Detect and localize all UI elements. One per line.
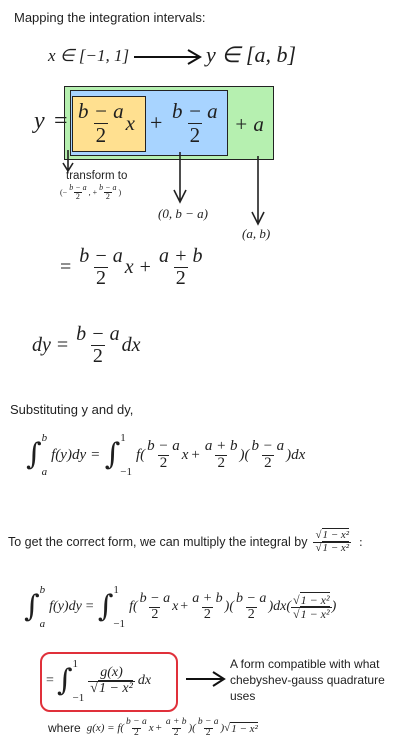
- multiplied-integral: ∫ b a f(y)dy = ∫ 1 −1 f( $\frac{b - a}{2}$ x + $\frac{a + b}{2}$ )( $\frac{b - a}{2}$ )dx( $\frac{\text{√1 − x²}}{\text{√1 − x²}}$ ): [24, 584, 337, 630]
- sqrt-ratio: $\frac{\text{√1 − x²}}{\text{√1 − x²}}$: [315, 528, 350, 554]
- transform-label: transform to: [66, 170, 128, 182]
- plus-sign: +: [150, 110, 163, 135]
- equals-sign: =: [54, 108, 68, 134]
- chebyshev-integral: = ∫ 1 −1 $\frac{g(x)}{\text{√1 − x²}}$ dx: [46, 658, 152, 704]
- transform-interval: (− $\frac{b - a}{2}$ , + $\frac{b - a}{2}$ ): [60, 183, 122, 202]
- simplified-y: = $\frac{b - a}{2}$ x + $\frac{a + b}{2}$: [60, 244, 203, 289]
- correct-form-line: To get the correct form, we can multiply the integral by $\frac{\text{√1 − x²}}{\text{√1 − x²}}$ :: [8, 528, 363, 554]
- interval-ab: (a, b): [242, 226, 271, 241]
- plus-a-term: + a: [234, 112, 264, 136]
- dy-equation: dy = $\frac{b - a}{2}$ dx: [32, 322, 141, 367]
- chebyshev-note: A form compatible with what chebyshev-gauss quadrature uses: [230, 657, 385, 703]
- fraction-bma-2: $\frac{b - a}{2}$: [78, 99, 124, 147]
- where-definition: where g(x) = f( $\frac{b - a}{2}$ x + $\frac{a + b}{2}$ )( $\frac{b - a}{2}$ ) √ 1 − x²: [48, 716, 258, 738]
- y-interval: y ∈ [a, b]: [206, 42, 297, 67]
- x-interval: x ∈ [−1, 1]: [48, 46, 130, 65]
- x-var: x: [125, 110, 135, 135]
- y-symbol: y: [34, 108, 45, 134]
- form-arrow: [184, 668, 228, 688]
- substituting-label: Substituting y and dy,: [10, 402, 134, 417]
- substituted-integral: ∫ b a f(y)dy = ∫ 1 −1 f( $\frac{b - a}{2}$ x + $\frac{a + b}{2}$ )( $\frac{b - a}{2}$ )dx: [26, 432, 306, 478]
- interval-zero-bma: (0, b − a): [158, 206, 208, 221]
- fraction-bma-2: $\frac{b - a}{2}$: [172, 99, 218, 147]
- heading: Mapping the integration intervals:: [14, 10, 206, 25]
